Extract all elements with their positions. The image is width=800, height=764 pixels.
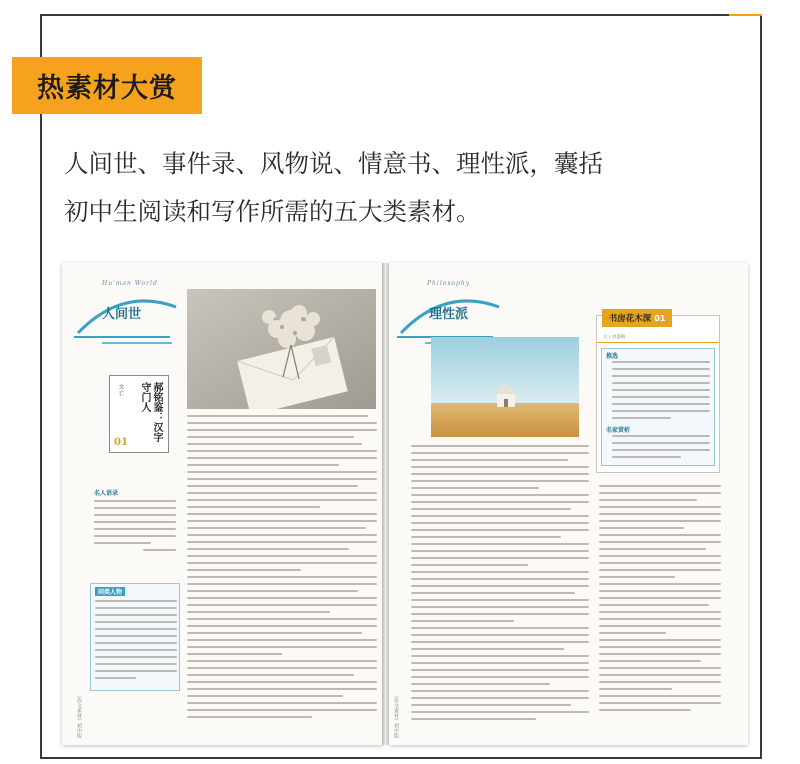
column-box <box>596 315 720 473</box>
section-tag <box>12 57 202 114</box>
column-box1-text <box>612 361 710 424</box>
headline-line-1: 人间世、事件录、风物说、情意书、理性派，囊括 <box>64 149 603 178</box>
section-tag-label: 热素材大赏 <box>37 73 177 104</box>
column-inner-box <box>601 348 715 466</box>
article-author: 文 亡 <box>118 384 124 396</box>
column-subtitle: 文 / 刘盛楠 <box>603 335 626 340</box>
left-footer-vertical: 《作文素材》初中版 <box>76 693 82 738</box>
article-page-number: 01 <box>114 437 128 448</box>
column-number: 01 <box>654 313 666 323</box>
left-section-latin: Hu'man World <box>102 280 158 287</box>
right-section-latin: Philosophy <box>427 280 471 287</box>
article-title: 郝铭鉴：汉字守门人 <box>139 382 162 442</box>
right-page <box>389 263 748 745</box>
quote-sidebar-text <box>94 500 176 556</box>
column-box1-label: 推选 <box>606 353 619 360</box>
frame-accent-mark <box>729 14 762 16</box>
left-page <box>62 263 383 745</box>
right-footer-vertical: 《作文素材》初中版 <box>393 693 399 738</box>
house-field-photo <box>431 337 579 437</box>
flowers-envelope-photo <box>187 289 376 409</box>
column-box2-label: 名家赏析 <box>606 427 631 434</box>
headline <box>64 140 744 236</box>
similar-people-sidebar <box>90 583 180 691</box>
column-box2-text <box>612 435 710 463</box>
right-section-title: 理性派 <box>429 307 469 322</box>
quote-sidebar-label: 名人语录 <box>94 490 119 497</box>
article-title-card <box>109 375 169 453</box>
column-title: 书房花木深 <box>608 314 652 324</box>
left-section-title: 人间世 <box>102 307 142 322</box>
book-spread-image <box>62 263 748 745</box>
headline-line-2: 初中生阅读和写作所需的五大类素材。 <box>64 197 481 226</box>
right-main-text-col1 <box>411 445 589 725</box>
similar-people-label: 同类人物 <box>95 587 125 596</box>
quote-sidebar <box>90 488 180 572</box>
right-main-text-col2 <box>599 485 721 716</box>
left-main-text <box>187 415 377 723</box>
column-title-tag <box>602 309 672 327</box>
similar-people-text <box>95 600 177 684</box>
